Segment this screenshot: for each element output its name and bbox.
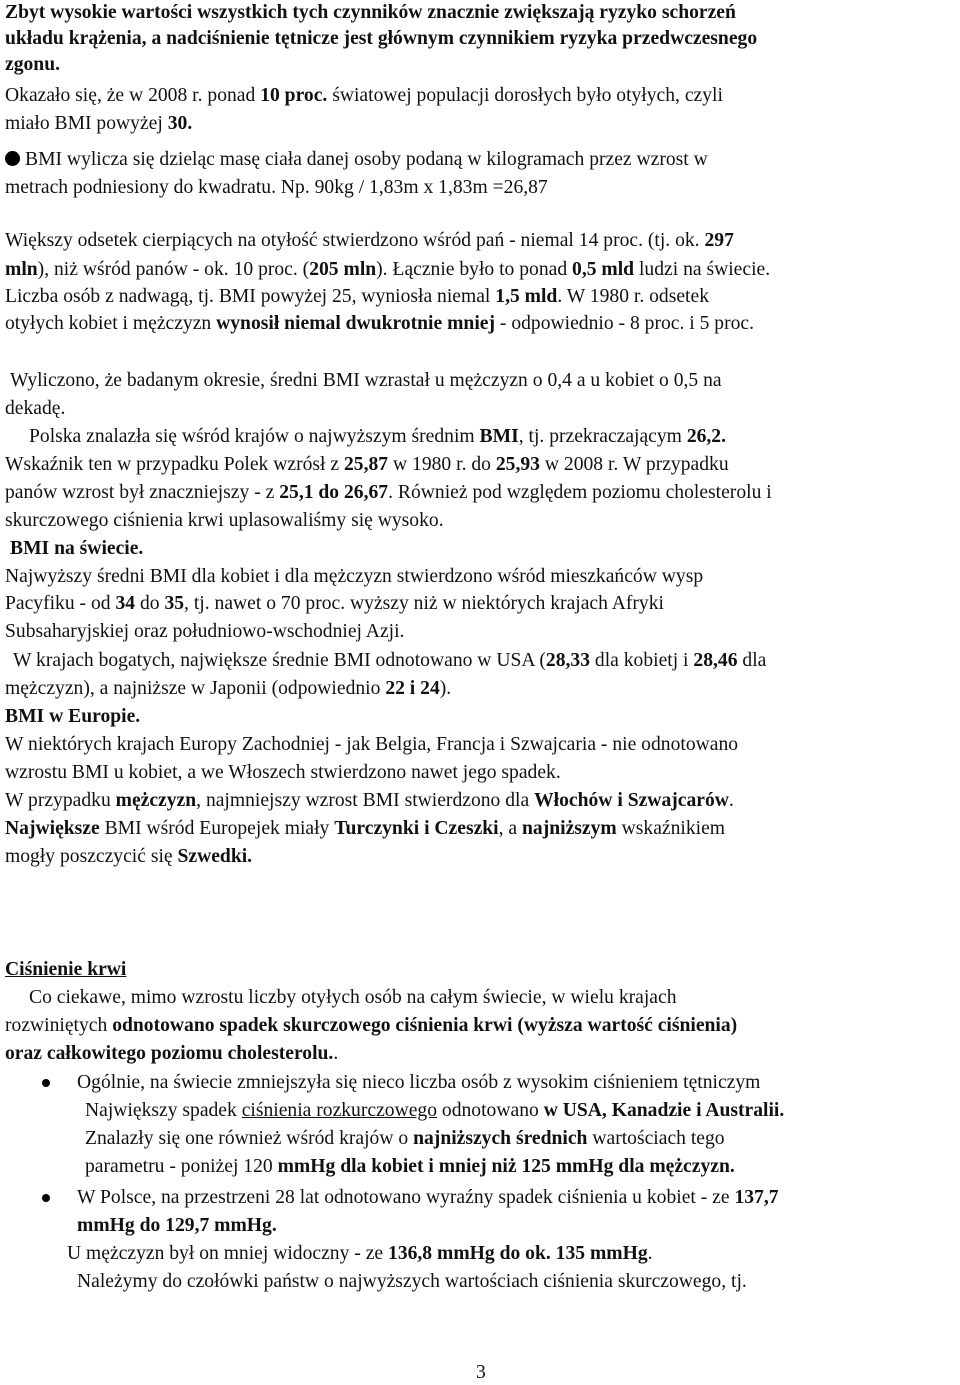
bold-value: mmHg dla kobiet i mniej niż 125 mmHg dla mężczyzn. (277, 1156, 735, 1177)
text: Okazało się, że w 2008 r. ponad (5, 85, 261, 106)
text: BMI wylicza się dzieląc masę ciała danej osoby podaną w kilogramach przez wzrost w (25, 149, 708, 170)
bullet2-line-4: Należymy do czołówki państw o najwyższych wartościach ciśnienia skurczowego, tj. (77, 1271, 747, 1292)
bold-value: 25,93 (495, 454, 540, 475)
bold-value: Szwedki. (177, 846, 253, 867)
text: mogły poszczycić się (5, 846, 178, 867)
bullet1-line-2 (85, 1098, 784, 1124)
bmi-definition-line-1 (5, 147, 708, 173)
bold-value: 25,1 do 26,67 (279, 482, 389, 503)
europe-line-2: wzrostu BMI u kobiet, a we Włoszech stwierdzono nawet jego spadek. (5, 762, 561, 783)
bullet2-line-1 (77, 1185, 779, 1211)
bold-value: 30. (167, 113, 193, 134)
text: Większy odsetek cierpiących na otyłość stwierdzono wśród pań - niemal 14 proc. (tj. ok. (5, 230, 705, 251)
text: . (647, 1243, 653, 1264)
bold-value: 0,5 mld (572, 259, 635, 280)
bullet1-line-1: Ogólnie, na świecie zmniejszyła się nieco liczba osób z wysokim ciśnieniem tętniczym (77, 1072, 761, 1093)
intro-line-2 (5, 26, 757, 52)
bold-value: najniższym (522, 818, 617, 839)
heading-bmi-europe: BMI w Europie. (5, 706, 141, 727)
bold-value: 297 (704, 230, 734, 251)
text: parametru - poniżej 120 (85, 1156, 278, 1177)
polska-line-4: skurczowego ciśnienia krwi uplasowaliśmy się wysoko. (5, 510, 444, 531)
text: W przypadku (5, 790, 116, 811)
world-line-4 (13, 648, 766, 674)
europe-line-1: W niektórych krajach Europy Zachodniej - jak Belgia, Francja i Szwajcaria - nie odnotowano (5, 734, 739, 755)
intro-line-2-text: układu krążenia, a nadciśnienie tętnicze jest głównym czynnikiem ryzyka przedwczesnego (5, 28, 758, 49)
text: światowej populacji dorosłych było otyłych, czyli (327, 85, 723, 106)
polska-line-2 (5, 452, 729, 478)
wyliczono-line-1: Wyliczono, że badanym okresie, średni BMI wzrastał u mężczyzn o 0,4 a u kobiet o 0,5 na (10, 370, 722, 391)
bold-value: mężczyzn (115, 790, 197, 811)
bold-value: 10 proc. (260, 85, 328, 106)
bold-value: najniższych średnich (413, 1128, 588, 1149)
obesity-line-2 (5, 111, 192, 137)
text: Znalazły się one również wśród krajów o (85, 1128, 414, 1149)
obesity-line-1 (5, 83, 723, 109)
bullet1-line-4 (85, 1154, 735, 1180)
bold-value: 28,46 (693, 650, 738, 671)
bullet-icon (42, 1194, 50, 1202)
text: W Polsce, na przestrzeni 28 lat odnotowano wyraźny spadek ciśnienia u kobiet - ze (77, 1187, 735, 1208)
text: do (135, 593, 165, 614)
text: ), niż wśród panów - ok. 10 proc. ( (37, 259, 310, 280)
text: wartościach tego (587, 1128, 725, 1149)
bold-value: 28,33 (545, 650, 590, 671)
bold-value: Włochów i Szwajcarów (534, 790, 729, 811)
polska-line-3 (5, 480, 772, 506)
text: BMI wśród Europejek miały (99, 818, 335, 839)
intro-line-1: Zbyt wysokie wartości wszystkich tych czynników znacznie zwiększają ryzyko schorzeń (5, 2, 736, 23)
text: ). Łącznie było to ponad (376, 259, 573, 280)
text: W krajach bogatych, największe średnie BMI odnotowano w USA ( (13, 650, 546, 671)
text: panów wzrost był znaczniejszy - z (5, 482, 280, 503)
bullet2-line-3 (67, 1241, 653, 1267)
text: mężczyzn), a najniższe w Japonii (odpowiednio (5, 678, 386, 699)
bold-value: 35 (164, 593, 185, 614)
page-number: 3 (476, 1362, 486, 1383)
world-line-1: Najwyższy średni BMI dla kobiet i dla mężczyzn stwierdzono wśród mieszkańców wysp (5, 566, 704, 587)
underlined-text: ciśnienia rozkurczowego (241, 1100, 438, 1121)
text: w 1980 r. do (388, 454, 496, 475)
text: Największy spadek (85, 1100, 242, 1121)
bold-value: odnotowano spadek skurczowego ciśnienia krwi (wyższa wartość ciśnienia) (112, 1015, 738, 1036)
odsetek-line-4 (5, 311, 754, 337)
bold-value: 137,7 (734, 1187, 779, 1208)
europe-line-4 (5, 816, 725, 842)
pressure-line-3 (5, 1041, 338, 1067)
bold-value: 1,5 mld (495, 286, 558, 307)
text: dla (737, 650, 767, 671)
text: Pacyfiku - od (5, 593, 116, 614)
text: ludzi na świecie. (634, 259, 771, 280)
heading-blood-pressure: Ciśnienie krwi (5, 959, 127, 980)
bold-value: mln (5, 259, 38, 280)
bold-value: 136,8 mmHg do ok. 135 mmHg (388, 1243, 648, 1264)
wyliczono-line-2: dekadę. (5, 398, 66, 419)
europe-line-3 (5, 788, 734, 814)
odsetek-line-2 (5, 257, 770, 283)
world-line-3: Subsaharyjskiej oraz południowo-wschodniej Azji. (5, 621, 405, 642)
bold-value: Turczynki i Czeszki (334, 818, 499, 839)
bold-value: wynosił niemal dwukrotnie mniej (216, 313, 495, 334)
text: wskaźnikiem (616, 818, 726, 839)
bold-value: 22 i 24 (385, 678, 440, 699)
text: miało BMI powyżej (5, 113, 168, 134)
text: Polska znalazła się wśród krajów o najwyższym średnim (29, 426, 480, 447)
text: Liczba osób z nadwagą, tj. BMI powyżej 25, wyniosła niemal (5, 286, 496, 307)
text: otyłych kobiet i mężczyzn (5, 313, 217, 334)
bullet1-line-3 (85, 1126, 725, 1152)
text: U mężczyzn był on mniej widoczny - ze (67, 1243, 389, 1264)
text: ). (439, 678, 452, 699)
bullet-icon (5, 151, 20, 166)
bold-value: BMI (479, 426, 519, 447)
text: dla kobietj i (590, 650, 694, 671)
text: . W 1980 r. odsetek (557, 286, 709, 307)
polska-line-1 (29, 424, 726, 450)
text: rozwiniętych (5, 1015, 113, 1036)
bold-value: 205 mln (309, 259, 377, 280)
bold-value: oraz całkowitego poziomu cholesterolu. (5, 1043, 334, 1064)
odsetek-line-3 (5, 284, 709, 310)
text: Wskaźnik ten w przypadku Polek wzrósł z (5, 454, 344, 475)
text: , najmniejszy wzrost BMI stwierdzono dla (196, 790, 535, 811)
bullet-icon (42, 1079, 50, 1087)
world-line-2 (5, 591, 664, 617)
text: - odpowiednio - 8 proc. i 5 proc. (495, 313, 755, 334)
text: . (728, 790, 734, 811)
bold-value: 34 (115, 593, 136, 614)
world-line-5 (5, 676, 451, 702)
pressure-line-1: Co ciekawe, mimo wzrostu liczby otyłych osób na całym świecie, w wielu krajach (29, 987, 677, 1008)
pressure-line-2 (5, 1013, 737, 1039)
odsetek-line-1 (5, 228, 734, 254)
text: . Również pod względem poziomu cholesterolu i (388, 482, 772, 503)
text: w 2008 r. W przypadku (539, 454, 729, 475)
text: . (333, 1043, 339, 1064)
bold-value: Największe (5, 818, 100, 839)
text: odnotowano (437, 1100, 544, 1121)
text: , tj. przekraczającym (518, 426, 687, 447)
bold-value: 26,2. (686, 426, 726, 447)
text: , a (498, 818, 523, 839)
bullet2-line-2: mmHg do 129,7 mmHg. (77, 1215, 277, 1236)
text: , tj. nawet o 70 proc. wyższy niż w niektórych krajach Afryki (184, 593, 664, 614)
heading-bmi-world: BMI na świecie. (10, 538, 144, 559)
intro-line-3: zgonu. (5, 54, 60, 75)
bold-value: 25,87 (344, 454, 389, 475)
bmi-definition-line-2: metrach podniesiony do kwadratu. Np. 90kg / 1,83m x 1,83m =26,87 (5, 177, 548, 198)
europe-line-5 (5, 844, 252, 870)
bold-value: w USA, Kanadzie i Australii. (543, 1100, 785, 1121)
